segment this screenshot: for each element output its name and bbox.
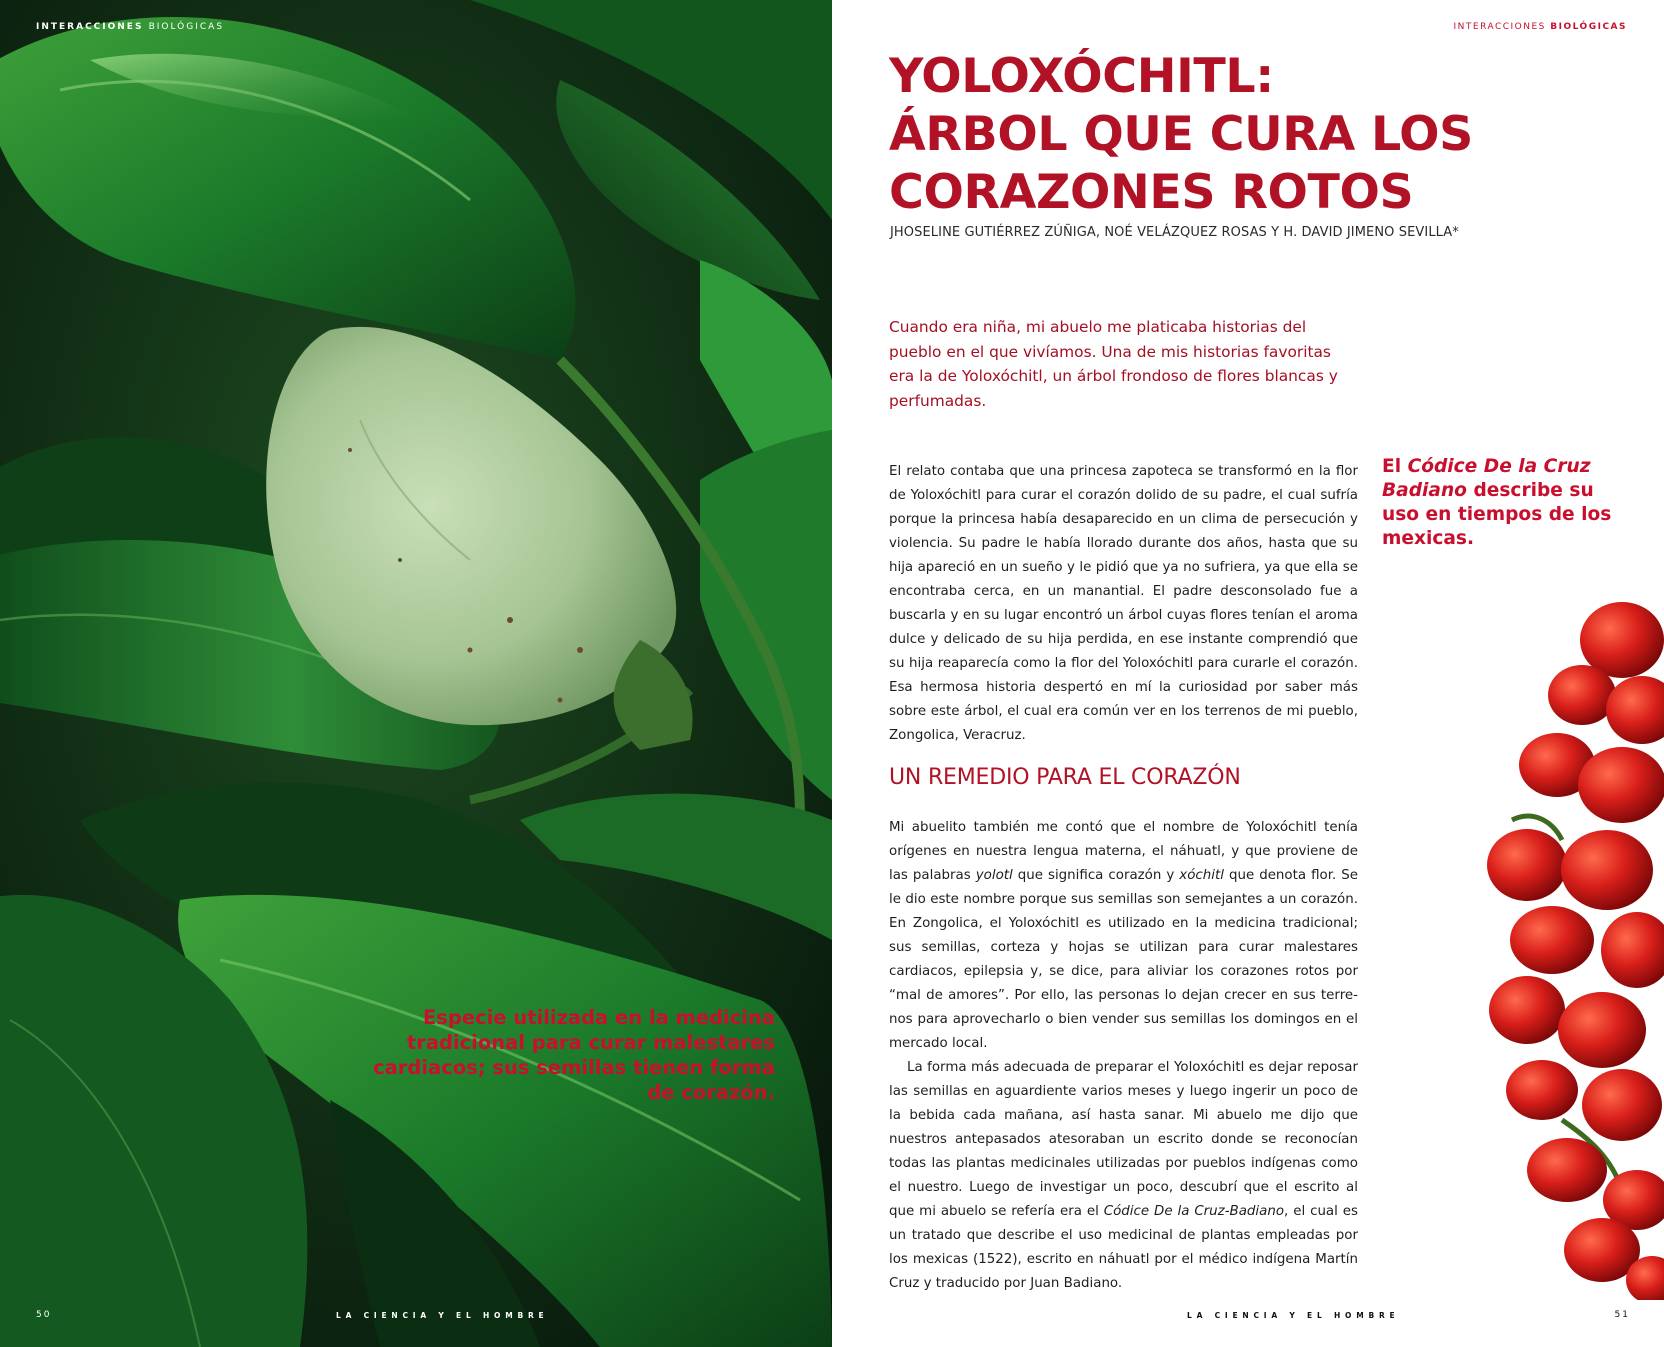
italic-term: Códice De la Cruz Badiano <box>1382 456 1591 501</box>
running-head-topic: BIOLÓGICAS <box>148 22 225 32</box>
section-heading: UN REMEDIO PARA EL CORAZÓN <box>889 765 1241 790</box>
page-number: 51 <box>1614 1310 1630 1320</box>
page-number: 50 <box>36 1310 52 1320</box>
article-authors: JHOSELINE GUTIÉRREZ ZÚÑIGA, NOÉ VELÁZQUEZ ROSAS Y H. DAVID JIMENO SEVILLA* <box>890 225 1459 240</box>
magazine-footer: LA CIENCIA Y EL HOMBRE <box>336 1311 549 1320</box>
pull-quote <box>1382 455 1632 551</box>
magazine-footer: LA CIENCIA Y EL HOMBRE <box>1187 1311 1400 1320</box>
title-line: CORAZONES ROTOS <box>889 165 1414 220</box>
italic-term: xóchitl <box>1179 868 1224 883</box>
body-paragraph <box>889 816 1358 1056</box>
title-line: YOLOXÓCHITL: <box>889 49 1274 104</box>
photo-caption: Especie utilizada en la medicina tradicional para curar malestares cardiacos; sus semillas tienen forma de corazón. <box>373 1006 775 1104</box>
body-text-section <box>889 816 1358 1296</box>
running-head-topic: BIOLÓGICAS <box>1550 22 1627 32</box>
running-head-section: INTERACCIONES <box>36 22 144 32</box>
article-title <box>889 48 1569 222</box>
text-run: , el cual es un tratado que describe el uso medicinal de plantas empleadas por los mexicas (1522), escrito en náhuatl por el médico indígena Martín Cruz y traducido por Juan Badiano. <box>889 1204 1358 1291</box>
right-page <box>832 0 1664 1347</box>
italic-term: yolotl <box>975 868 1013 883</box>
text-run: describe su uso en tiempos de los mexicas. <box>1382 480 1612 549</box>
red-seeds-photo <box>1472 600 1664 1300</box>
body-text-intro <box>889 460 1358 748</box>
running-head-section: INTERACCIONES <box>1453 22 1546 32</box>
text-run: que significa corazón y <box>1012 868 1180 883</box>
running-head <box>36 22 224 32</box>
text-run: que denota flor. Se le dio este nombre porque sus semillas son semejantes a un corazón. En Zongolica, el Yoloxóchitl es utilizado en la medicina tradicional; sus semillas, corteza y hojas se utilizan para curar malestares cardiacos, epilepsia y, se dice, para aliviar los corazones rotos por “mal de amores”. Por ello, las personas lo dejan crecer en sus terrenos para aprovecharlo o bien vender sus semillas los domingos en el mercado local. <box>889 868 1358 1051</box>
title-line: ÁRBOL QUE CURA LOS <box>889 107 1473 162</box>
text-run: El <box>1382 456 1408 477</box>
italic-term: Códice De la Cruz-Badiano <box>1103 1204 1285 1219</box>
body-paragraph: El relato contaba que una princesa zapoteca se transformó en la flor de Yoloxóchitl para curar el corazón dolido de su padre, el cual sufría porque la princesa había desaparecido en un clima de persecución y violencia. Su padre le había llorado durante dos años, hasta que su hija apareció en un sueño y le pidió que ya no sufriera, ya que ella se encontraba cerca, en un manantial. El padre desconsolado fue a buscarla y en su lugar encontró un árbol cuyas flores tenían el aroma dulce y delicado de su hija perdida, en ese instante comprendió que su hija reaparecía como la flor del Yoloxóchitl para curarle el corazón. Esa hermosa historia despertó en mí la curiosidad por saber más sobre este árbol, el cual era común ver en los terrenos de mi pueblo, Zongolica, Veracruz. <box>889 464 1358 743</box>
text-run: La forma más adecuada de preparar el Yoloxóchitl es dejar reposar las semillas en aguardiente varios meses y luego ingerir un poco de la bebida cada mañana, así hasta sanar. Mi abuelo me dijo que nuestros antepasados atesoraban un escrito donde se reconocían todas las plantas medicinales utilizadas por pueblos indígenas como el nuestro. Luego de investigar un poco, descubrí que el escrito al que mi abuelo se refería era el <box>889 1060 1358 1219</box>
text-run: Mi abuelito también me contó que el nombre de Yoloxóchitl tenía orígenes en nuestra lengua materna, el náhuatl, y que proviene de las palabras <box>889 820 1358 883</box>
article-lead: Cuando era niña, mi abuelo me platicaba historias del pueblo en el que vivíamos. Una de mis historias favoritas era la de Yoloxóchitl, un árbol frondoso de flores blancas y perfumadas. <box>889 318 1338 410</box>
body-paragraph <box>889 1056 1358 1296</box>
running-head <box>1454 22 1628 32</box>
